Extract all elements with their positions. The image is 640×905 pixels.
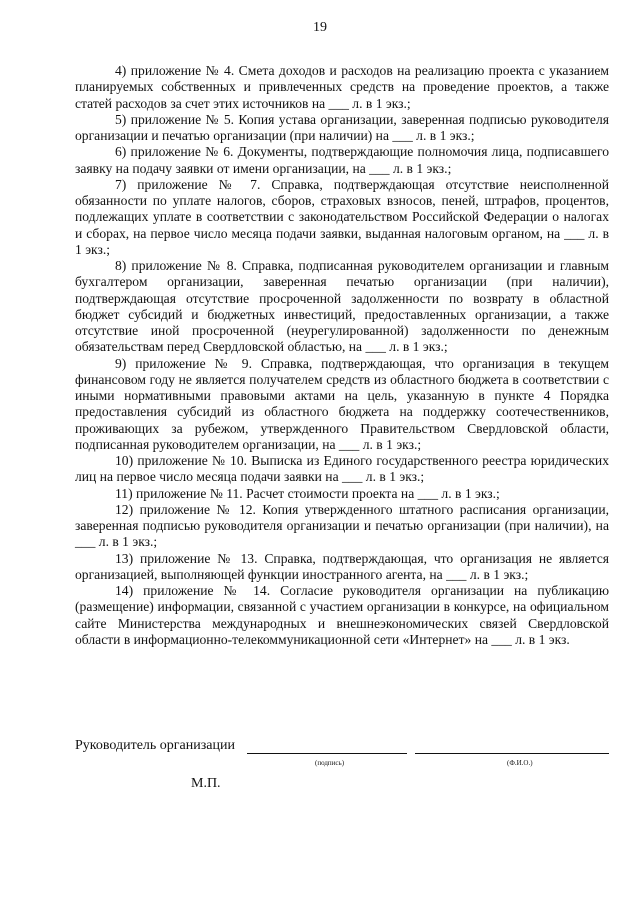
attachment-item-8: 8) приложение № 8. Справка, подписанная руководителем организации и главным бухгалтером организации, заверенная печатью организации (при наличии), подтверждающая отсутствие просроченной задолженности по возврату в областной бюджет субсидий и бюджетных инвестиций, предоставленных организации, а также отсутствие иной просроченной (неурегулированной) задолженности по денежным обязательствам перед Свердловской областью, на ___ л. в 1 экз.; <box>75 258 609 355</box>
attachment-item-6: 6) приложение № 6. Документы, подтверждающие полномочия лица, подписавшего заявку на подачу заявки от имени организации, на ___ л. в 1 экз.; <box>75 144 609 176</box>
attachment-item-9: 9) приложение № 9. Справка, подтверждающая, что организация в текущем финансовом году не является получателем средств из областного бюджета в соответствии с иными нормативными правовыми актами на цель, указанную в пункте 4 Порядка предоставления субсидий из областного бюджета на поддержку соотечественников, проживающих за рубежом, утвержденного Правительством Свердловской области, подписанная руководителем организации, на ___ л. в 1 экз.; <box>75 355 609 452</box>
signature-line <box>247 753 407 754</box>
stamp-place-label: М.П. <box>191 776 221 791</box>
attachment-item-13: 13) приложение № 13. Справка, подтверждающая, что организация не является организацией, выполняющей функции иностранного агента, на ___ л. в 1 экз.; <box>75 550 609 582</box>
attachment-item-14: 14) приложение № 14. Согласие руководителя организации на публикацию (размещение) информации, связанной с участием организации в конкурсе, на официальном сайте Министерства международных и внешнеэкономических связей Свердловской области в информационно-телекоммуникационной сети «Интернет» на ___ л. в 1 экз. <box>75 583 609 647</box>
attachment-item-10: 10) приложение № 10. Выписка из Единого государственного реестра юридических лиц на первое число месяца подачи заявки на ___ л. в 1 экз.; <box>75 453 609 485</box>
full-name-caption: (Ф.И.О.) <box>507 759 533 767</box>
signature-label: Руководитель организации <box>75 738 235 753</box>
attachment-item-11: 11) приложение № 11. Расчет стоимости проекта на ___ л. в 1 экз.; <box>115 485 500 501</box>
full-name-line <box>415 753 609 754</box>
signature-caption: (подпись) <box>315 759 345 767</box>
attachment-item-5: 5) приложение № 5. Копия устава организации, заверенная подписью руководителя организации и печатью организации (при наличии) на ___ л. в 1 экз.; <box>75 111 609 143</box>
attachment-item-12: 12) приложение № 12. Копия утвержденного штатного расписания организации, заверенная подписью руководителя организации и печатью организации (при наличии), на ___ л. в 1 экз.; <box>75 501 609 550</box>
attachment-item-4: 4) приложение № 4. Смета доходов и расходов на реализацию проекта с указанием планируемых собственных и привлеченных средств на проведение проектов, а также статей расходов за счет этих источников на ___ л. в 1 экз.; <box>75 63 609 111</box>
attachments-list <box>75 63 609 648</box>
page-number: 19 <box>313 20 327 35</box>
signature-block <box>75 738 615 798</box>
attachment-item-7: 7) приложение № 7. Справка, подтверждающая отсутствие неисполненной обязанности по уплате налогов, сборов, страховых взносов, пеней, штрафов, процентов, подлежащих уплате в соответствии с законодательством Российской Федерации о налогах и сборах, на первое число месяца подачи заявки, выданная налоговым органом, на ___ л. в 1 экз.; <box>75 176 609 257</box>
